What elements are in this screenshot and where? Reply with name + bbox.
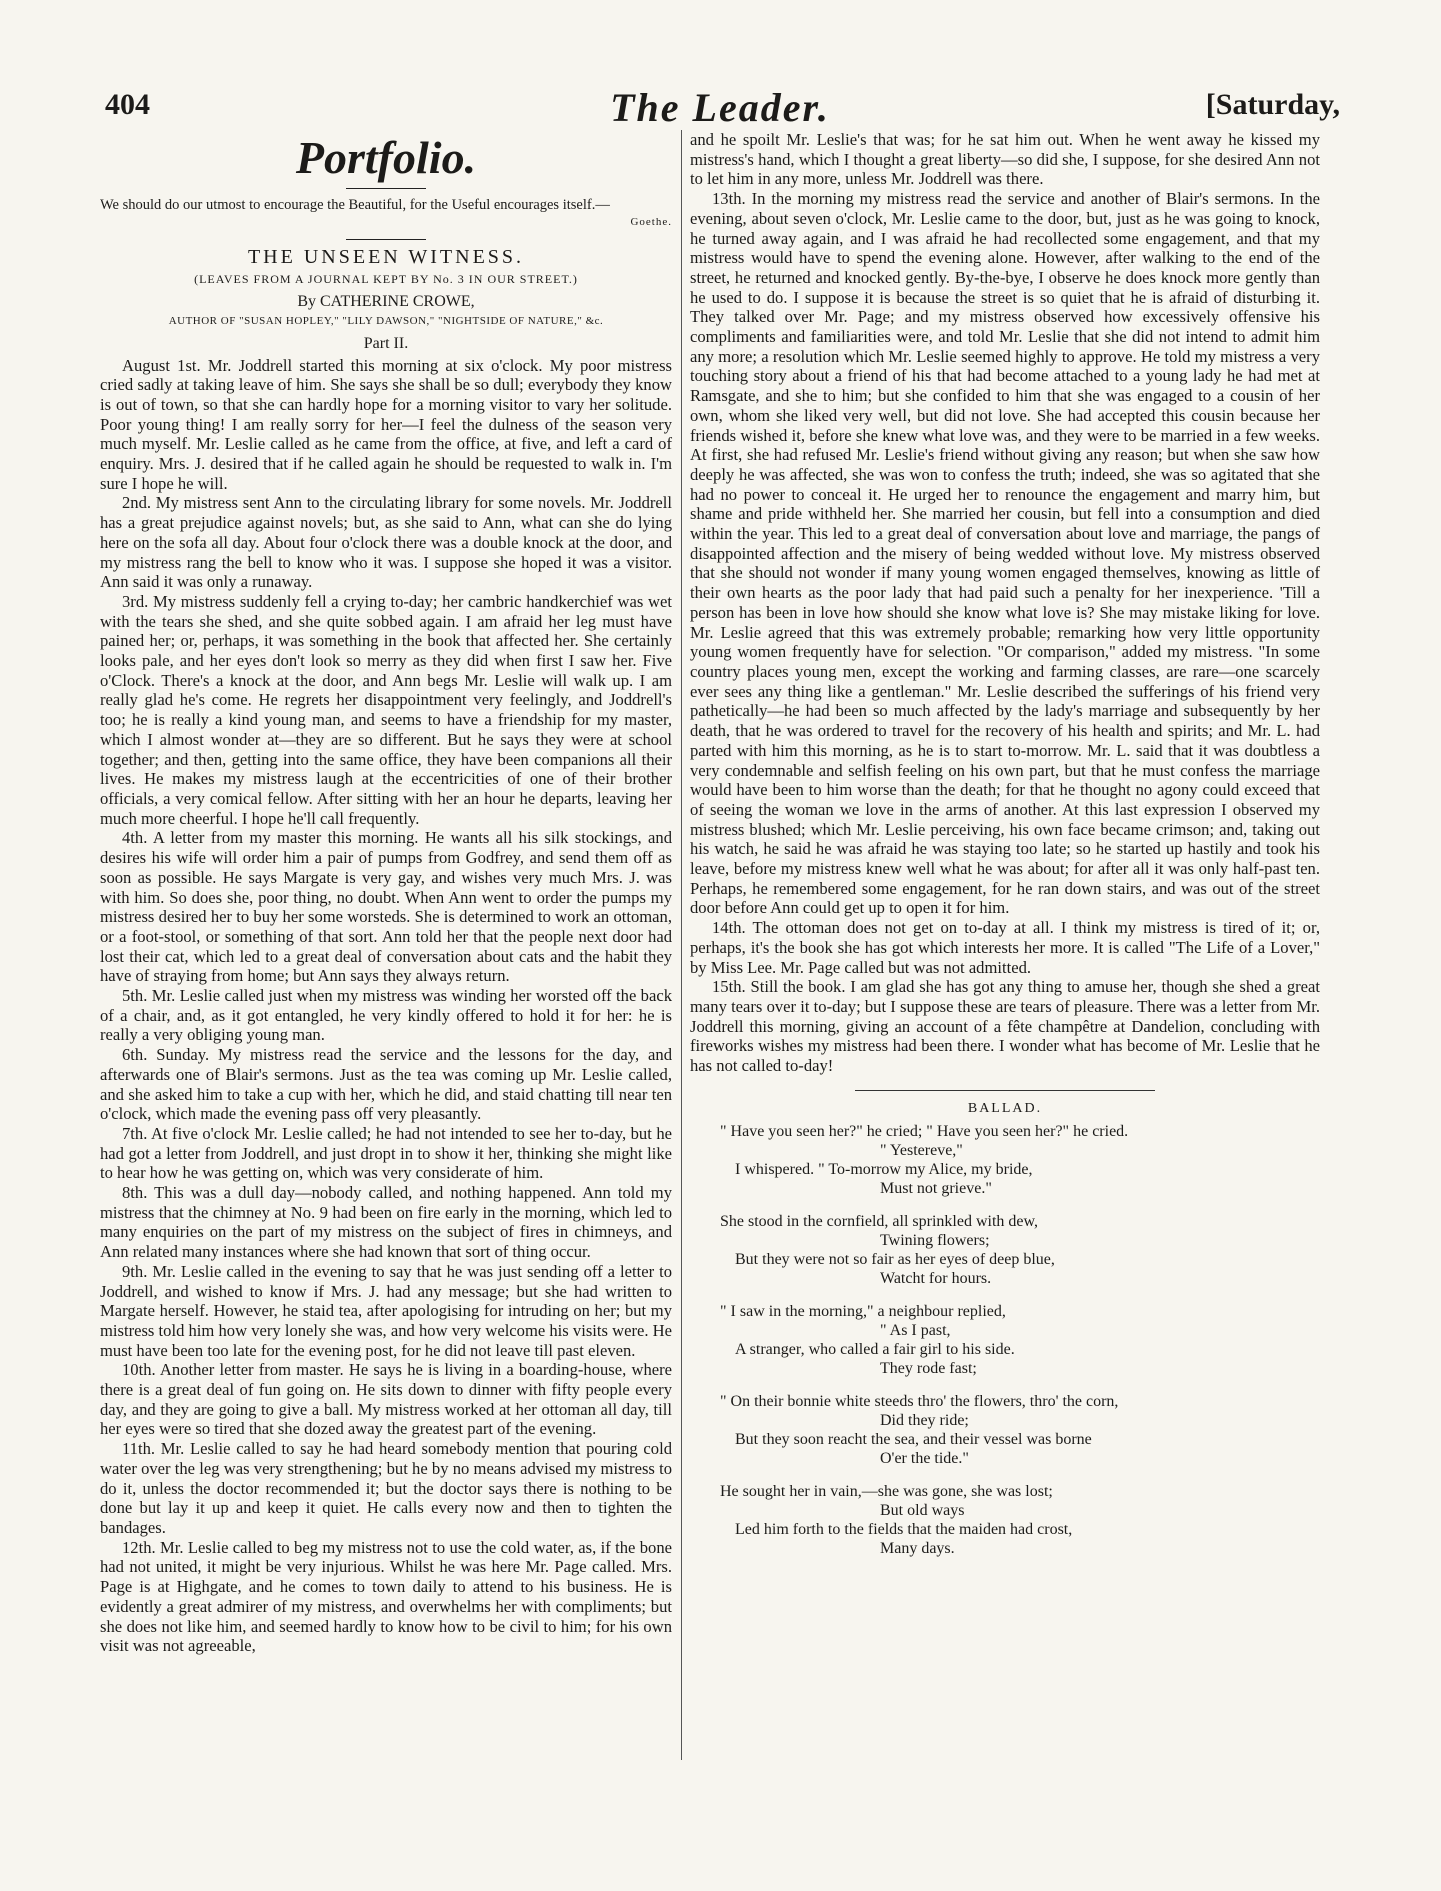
ballad-line: But they soon reacht the sea, and their vessel was borne: [735, 1431, 1092, 1449]
paragraph: 8th. This was a dull day—nobody called, and nothing happened. Ann told my mistress that the chimney at No. 9 had been on fire early in the morning, which led to many enquiries on the part of my mistress on the subject of fires in chimneys, and Ann related many instances where she had known that sort of thing occur.: [100, 1183, 672, 1262]
ballad-line: " Yestereve,": [880, 1142, 963, 1160]
ballad-line: But old ways: [880, 1502, 965, 1520]
left-column: [100, 130, 672, 1656]
ballad-line: They rode fast;: [880, 1360, 977, 1378]
ballad-stanza: [720, 1212, 1320, 1288]
ballad-line: A stranger, who called a fair girl to his side.: [735, 1341, 1015, 1359]
ballad-line: But they were not so fair as her eyes of deep blue,: [735, 1251, 1055, 1269]
ballad-body: [690, 1122, 1320, 1558]
page-number: 404: [105, 88, 150, 121]
portfolio-heading: Portfolio.: [295, 132, 477, 183]
column-divider: [681, 130, 682, 1760]
ballad-line: I whispered. " To-morrow my Alice, my bride,: [735, 1161, 1033, 1179]
paragraph: August 1st. Mr. Joddrell started this morning at six o'clock. My poor mistress cried sadly at taking leave of him. She says she shall be so dull; everybody they know is out of town, so that she can hardly hope for a morning visitor to vary her solitude. Poor young thing! I am really sorry for her—I feel the dulness of the season very much myself. Mr. Leslie called as he came from the office, at five, and left a card of enquiry. Mrs. J. desired that if he called again he should be requested to walk in. I'm sure I hope he will.: [100, 355, 672, 493]
ballad-line: " Have you seen her?" he cried; " Have you seen her?" he cried.: [720, 1123, 1129, 1141]
ballad-line: Did they ride;: [880, 1412, 969, 1430]
ballad-line: Many days.: [880, 1540, 955, 1558]
left-body: [100, 356, 672, 1656]
ballad-line: Twining flowers;: [880, 1232, 990, 1250]
title-rule: [346, 239, 426, 240]
motto-attribution: Goethe.: [630, 216, 672, 228]
paragraph: 4th. A letter from my master this morning. He wants all his silk stockings, and desires his wife will order him a pair of pumps from Godfrey, and send them off as soon as possible. He says Margate is very gay, and wishes very much Mrs. J. was with him. So does she, poor thing, no doubt. When Ann went to order the pumps my mistress desired her to buy her some worsteds. She is determined to work an ottoman, or a foot-stool, or something of that sort. Ann told her that the people next door had lost their cat, which led to a great deal of conversation about cats and the habit they have of straying from home; but Ann says they always return.: [100, 828, 672, 986]
paragraph: 15th. Still the book. I am glad she has got any thing to amuse her, though she shed a great many tears over it to-day; but I suppose these are tears of pleasure. There was a letter from Mr. Joddrell this morning, giving an account of a fête champêtre at Dandelion, concluding with fireworks wishes my mistress had been there. I wonder what has become of Mr. Leslie that he has not called to-day!: [690, 977, 1320, 1076]
article-byline: By CATHERINE CROWE,: [297, 293, 475, 311]
paragraph: 6th. Sunday. My mistress read the service and the lessons for the day, and afterwards one of Blair's sermons. Just as the tea was coming up Mr. Leslie called, and she asked him to take a cup with her, which he did, and staid chatting till near ten o'clock, which made the evening pass off very pleasantly.: [100, 1045, 672, 1124]
paragraph: 3rd. My mistress suddenly fell a crying to-day; her cambric handkerchief was wet with the tears she shed, and she quite sobbed again. I am afraid her leg must have pained her; or, perhaps, it was something in the book that affected her. She certainly looks pale, and her eyes don't look so merry as they did when first I saw her. Five o'Clock. There's a knock at the door, and Ann begs Mr. Leslie will walk up. I am really glad he's come. He regrets her disappointment very feelingly, and Joddrell's too; he is really a kind young man, and seems to have a friendship for my master, which I almost wonder at—they are so different. But he says they were at school together; and then, getting into the same office, they have been companions all their lives. He makes my mistress laugh at the eccentricities of one of their brother officials, a very comical fellow. After sitting with her an hour he departs, leaving her much more cheerful. I hope he'll call frequently.: [100, 591, 672, 828]
paragraph: 2nd. My mistress sent Ann to the circulating library for some novels. Mr. Joddrell has a great prejudice against novels; but, as she said to Ann, what can she do lying here on the sofa all day. About four o'clock there was a double knock at the door, and my mistress rang the bell to know who it was. I suppose she hoped it was a visitor. Ann said it was only a runaway.: [100, 493, 672, 592]
paragraph: 13th. In the morning my mistress read the service and another of Blair's sermons. In the evening, about seven o'clock, Mr. Leslie came to the door, but, just as he was going to knock, he turned away again, and I was afraid he had recollected some engagement, and that my mistress would have to spend the evening alone. However, after walking to the end of the street, he returned and knocked gently. By-the-bye, I observe he does knock more gently than he used to do. I suppose it is because the street is so quiet that he is afraid of disturbing it. They talked over Mr. Page; and my mistress observed how excessively offensive his compliments and familiarities were, and told Mr. Leslie that she did not intend to admit him any more; a resolution which Mr. Leslie seemed highly to approve. He told my mistress a very touching story about a friend of his that had become attached to a young lady he had met at Ramsgate, and she to him; but she confided to him that she was engaged to a cousin of her own, whom she liked very well, but did not love. She had accepted this cousin because her friends wished it, before she knew what love was, and they were to be married in a few weeks. At first, she had refused Mr. Leslie's friend without giving any reason; but when she saw how deeply he was affected, she was won to confess the truth; indeed, she was so agitated that she had no power to conceal it. He urged her to renounce the engagement and marry him, but shame and pride withheld her. She married her cousin, but fell into a consumption and died within the year. This led to a great deal of conversation about love and marriage, the pangs of disappointed affection and the misery of being wedded without love. My mistress observed that she should not wonder if many young women engaged themselves, knowing as little of their own hearts as the poor lady that had paid such a penalty for her inexperience. 'Till a person has been in love how should she know what love is? She may mistake liking for love. Mr. Leslie agreed that this was extremely probable; remarking how very little opportunity young women frequently have for selection. "Or comparison," added my mistress. "In some country places young men, except the working and farming classes, are rare—one scarcely ever sees any thing like a gentleman." Mr. Leslie described the sufferings of his friend very pathetically—he had been so much affected by the lady's marriage and subsequently by her death, that he was ordered to travel for the recovery of his health and spirits; and Mr. L. had parted with him this morning, as he is to start to-morrow. Mr. L. said that it was doubtless a very condemnable and selfish feeling on his own part, but that he must confess the marriage would have been to him worse than the death; for that he thought no agony could exceed that of seeing the woman we love in the arms of another. At this last expression I observed my mistress blushed; which Mr. Leslie perceiving, his own face became crimson; and, taking out his watch, he said he was afraid he was staying too late; so he started up hastily and took his leave, before my mistress knew well what he was about; for after all it was only half-past ten. Perhaps, he remembered some engagement, for he ran down stairs, and was out of the street door before Ann could get up to open it for him.: [690, 189, 1320, 918]
motto: [100, 197, 672, 231]
ballad-line: " I saw in the morning," a neighbour replied,: [720, 1303, 1006, 1321]
right-column: [690, 130, 1320, 1572]
motto-text: We should do our utmost to encourage the Beautiful, for the Useful encourages itself.—: [100, 197, 610, 213]
ballad-line: She stood in the cornfield, all sprinkled with dew,: [720, 1213, 1039, 1231]
ballad-line: O'er the tide.": [880, 1450, 969, 1468]
ballad-stanza: [720, 1302, 1320, 1378]
ballad-line: He sought her in vain,—she was gone, she was lost;: [720, 1483, 1053, 1501]
ballad-line: Must not grieve.": [880, 1180, 992, 1198]
paragraph: 9th. Mr. Leslie called in the evening to say that he was just sending off a letter to Joddrell, and wished to know if Mrs. J. had any message; but she had written to Margate herself. However, he staid tea, after apologising for intruding on her; but my mistress told him how very lonely she was, and how very welcome his visits were. He must have been too late for the evening post, for he did not leave till past eleven.: [100, 1261, 672, 1360]
author-credits: AUTHOR OF "SUSAN HOPLEY," "LILY DAWSON," "NIGHTSIDE OF NATURE," &c.: [168, 315, 604, 328]
right-body: [690, 130, 1320, 1076]
masthead: The Leader.: [610, 85, 830, 130]
ballad-divider: [855, 1090, 1155, 1091]
ballad-stanza: [720, 1122, 1320, 1198]
ballad-line: Watcht for hours.: [880, 1270, 992, 1288]
paragraph: and he spoilt Mr. Leslie's that was; for he sat him out. When he went away he kissed my mistress's hand, which I thought a great liberty—so did she, I suppose, for she desired Ann not to let him in any more, unless Mr. Joddrell was there.: [690, 130, 1320, 189]
day-label: [Saturday,: [1205, 88, 1340, 121]
article-part: Part II.: [363, 334, 409, 352]
paragraph: 11th. Mr. Leslie called to say he had heard somebody mention that pouring cold water over the leg was very strengthening; but he by no means advised my mistress to do it, unless the doctor recommended it; but the doctor says there is nothing to be done but lay it up and keep it quiet. He calls every now and then to tighten the bandages.: [100, 1439, 672, 1537]
article-title: THE UNSEEN WITNESS.: [247, 246, 525, 268]
paragraph: 12th. Mr. Leslie called to beg my mistress not to use the cold water, as, if the bone had not united, it might be very injurious. Whilst he was here Mr. Page called. Mrs. Page is at Highgate, and he comes to town daily to attend to his business. He is evidently a great admirer of my mistress, and overwhelms her with compliments; but she does not like him, and seemed hardly to know how to be civil to him; for his own visit was not agreeable,: [100, 1537, 672, 1656]
ballad-stanza: [720, 1392, 1320, 1468]
ballad-line: " As I past,: [880, 1322, 951, 1340]
page-header: [100, 84, 1340, 132]
article-subtitle: (LEAVES FROM A JOURNAL KEPT BY No. 3 IN OUR STREET.): [194, 271, 578, 286]
heading-rule: [346, 188, 426, 189]
paragraph: 5th. Mr. Leslie called just when my mistress was winding her worsted off the back of a chair, and, as it got entangled, he very kindly offered to hold it for her: he is really a very obliging young man.: [100, 986, 672, 1045]
paragraph: 7th. At five o'clock Mr. Leslie called; he had not intended to see her to-day, but he had got a letter from Joddrell, and just dropt in to show it her, thinking she might like to hear how he was getting on, which was very considerate of him.: [100, 1123, 672, 1183]
ballad-stanza: [720, 1482, 1320, 1558]
paragraph: 10th. Another letter from master. He says he is living in a boarding-house, where there is a great deal of fun going on. He sits down to dinner with fifty people every day, and they are going to give a ball. My mistress worked at her ottoman all day, till her eyes were so tired that she dozed away the greatest part of the evening.: [100, 1360, 672, 1439]
ballad-line: " On their bonnie white steeds thro' the flowers, thro' the corn,: [720, 1393, 1119, 1411]
ballad-line: Led him forth to the fields that the maiden had crost,: [735, 1521, 1073, 1539]
ballad-title: BALLAD.: [967, 1100, 1043, 1116]
paragraph: 14th. The ottoman does not get on to-day at all. I think my mistress is tired of it; or, perhaps, it's the book she has got which interests her more. It is called "The Life of a Lover," by Miss Lee. Mr. Page called but was not admitted.: [690, 918, 1320, 977]
